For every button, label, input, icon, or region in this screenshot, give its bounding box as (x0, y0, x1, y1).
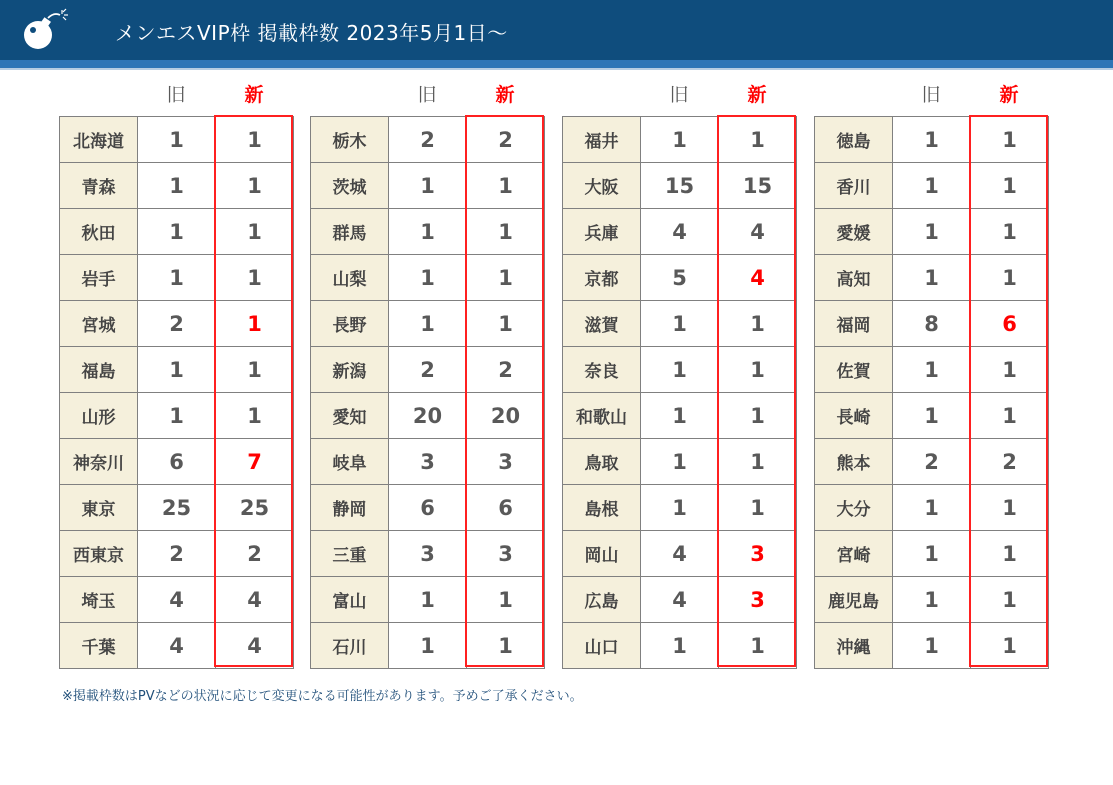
new-count: 20 (467, 393, 545, 439)
new-count: 1 (971, 577, 1049, 623)
new-count: 6 (971, 301, 1049, 347)
header-divider (0, 68, 1113, 70)
table-row (60, 163, 294, 209)
old-count: 2 (389, 117, 467, 163)
new-count: 2 (216, 531, 294, 577)
new-count: 1 (719, 623, 797, 669)
table-row (815, 163, 1049, 209)
table-row (815, 577, 1049, 623)
allocation-table (59, 116, 294, 669)
table-row (563, 347, 797, 393)
table-row (311, 531, 545, 577)
new-count: 3 (467, 531, 545, 577)
old-count: 5 (641, 255, 719, 301)
table-row (60, 347, 294, 393)
table-row (563, 439, 797, 485)
old-count: 1 (641, 393, 719, 439)
new-count: 1 (719, 393, 797, 439)
old-count: 1 (641, 439, 719, 485)
new-count: 4 (216, 577, 294, 623)
prefecture-name: 新潟 (311, 347, 389, 393)
new-count: 1 (971, 623, 1049, 669)
table-row (311, 439, 545, 485)
old-count: 1 (893, 531, 971, 577)
old-count: 4 (641, 577, 719, 623)
old-count: 1 (389, 255, 467, 301)
old-count: 1 (389, 623, 467, 669)
table-row (563, 163, 797, 209)
old-count: 1 (138, 163, 216, 209)
new-count: 1 (971, 163, 1049, 209)
new-count: 1 (719, 301, 797, 347)
prefecture-name: 岐阜 (311, 439, 389, 485)
header-accent-line (0, 60, 1113, 68)
new-count: 1 (971, 209, 1049, 255)
new-count: 1 (216, 301, 294, 347)
prefecture-name: 富山 (311, 577, 389, 623)
prefecture-name: 大分 (815, 485, 893, 531)
column-header-old: 旧 (669, 84, 689, 106)
new-count: 7 (216, 439, 294, 485)
prefecture-name: 山口 (563, 623, 641, 669)
table-row (60, 485, 294, 531)
table-row (311, 347, 545, 393)
table-row (563, 301, 797, 347)
table-row (563, 485, 797, 531)
page-title: メンエスVIP枠 掲載枠数 2023年5月1日～ (115, 21, 508, 45)
prefecture-name: 群馬 (311, 209, 389, 255)
prefecture-name: 愛媛 (815, 209, 893, 255)
old-count: 2 (893, 439, 971, 485)
prefecture-name: 秋田 (60, 209, 138, 255)
prefecture-name: 宮城 (60, 301, 138, 347)
old-count: 1 (389, 301, 467, 347)
prefecture-name: 島根 (563, 485, 641, 531)
new-count: 1 (216, 163, 294, 209)
old-count: 4 (641, 531, 719, 577)
table-row (311, 393, 545, 439)
old-count: 1 (389, 163, 467, 209)
old-count: 25 (138, 485, 216, 531)
prefecture-name: 神奈川 (60, 439, 138, 485)
new-count: 1 (719, 485, 797, 531)
table-row (60, 439, 294, 485)
new-count: 1 (719, 439, 797, 485)
new-count: 1 (467, 623, 545, 669)
old-count: 8 (893, 301, 971, 347)
column-header-old: 旧 (921, 84, 941, 106)
old-count: 1 (138, 393, 216, 439)
prefecture-name: 佐賀 (815, 347, 893, 393)
prefecture-name: 京都 (563, 255, 641, 301)
prefecture-name: 徳島 (815, 117, 893, 163)
old-count: 2 (138, 531, 216, 577)
table-row (815, 347, 1049, 393)
new-count: 1 (467, 255, 545, 301)
old-count: 1 (893, 209, 971, 255)
prefecture-name: 高知 (815, 255, 893, 301)
old-count: 1 (138, 255, 216, 301)
table-row (60, 623, 294, 669)
table-row (815, 393, 1049, 439)
prefecture-name: 滋賀 (563, 301, 641, 347)
old-count: 1 (389, 209, 467, 255)
allocation-table (310, 116, 545, 669)
new-count: 4 (216, 623, 294, 669)
prefecture-name: 熊本 (815, 439, 893, 485)
column-header-new: 新 (747, 84, 767, 106)
old-count: 6 (389, 485, 467, 531)
new-count: 1 (719, 347, 797, 393)
old-count: 1 (138, 117, 216, 163)
old-count: 1 (893, 577, 971, 623)
column-header-old: 旧 (417, 84, 437, 106)
old-count: 20 (389, 393, 467, 439)
prefecture-name: 広島 (563, 577, 641, 623)
new-count: 4 (719, 255, 797, 301)
table-row (60, 577, 294, 623)
prefecture-name: 岩手 (60, 255, 138, 301)
prefecture-name: 茨城 (311, 163, 389, 209)
prefecture-name: 沖縄 (815, 623, 893, 669)
old-count: 1 (641, 117, 719, 163)
table-row (815, 531, 1049, 577)
new-count: 4 (719, 209, 797, 255)
old-count: 1 (641, 623, 719, 669)
prefecture-name: 埼玉 (60, 577, 138, 623)
table-row (815, 255, 1049, 301)
new-count: 1 (971, 485, 1049, 531)
new-count: 3 (719, 531, 797, 577)
prefecture-name: 鹿児島 (815, 577, 893, 623)
allocation-table (562, 116, 797, 669)
old-count: 1 (893, 485, 971, 531)
prefecture-name: 北海道 (60, 117, 138, 163)
old-count: 1 (893, 163, 971, 209)
table-row (563, 117, 797, 163)
new-count: 1 (216, 209, 294, 255)
prefecture-name: 山形 (60, 393, 138, 439)
new-count: 1 (971, 117, 1049, 163)
new-count: 15 (719, 163, 797, 209)
prefecture-name: 栃木 (311, 117, 389, 163)
new-count: 1 (467, 301, 545, 347)
new-count: 1 (971, 255, 1049, 301)
prefecture-name: 兵庫 (563, 209, 641, 255)
table-row (563, 577, 797, 623)
table-row (815, 209, 1049, 255)
new-count: 2 (467, 117, 545, 163)
old-count: 1 (389, 577, 467, 623)
table-row (60, 255, 294, 301)
prefecture-name: 宮崎 (815, 531, 893, 577)
prefecture-name: 長野 (311, 301, 389, 347)
old-count: 1 (893, 117, 971, 163)
prefecture-name: 長崎 (815, 393, 893, 439)
prefecture-name: 静岡 (311, 485, 389, 531)
table-row (311, 255, 545, 301)
old-count: 3 (389, 439, 467, 485)
old-count: 1 (893, 623, 971, 669)
new-count: 1 (467, 209, 545, 255)
prefecture-name: 奈良 (563, 347, 641, 393)
new-count: 1 (971, 531, 1049, 577)
new-count: 1 (467, 577, 545, 623)
new-count: 1 (216, 393, 294, 439)
old-count: 1 (138, 347, 216, 393)
old-count: 1 (641, 485, 719, 531)
header-bar (0, 0, 1113, 60)
table-row (311, 163, 545, 209)
column-header-new: 新 (495, 84, 515, 106)
old-count: 3 (389, 531, 467, 577)
prefecture-name: 福岡 (815, 301, 893, 347)
table-row (311, 209, 545, 255)
prefecture-name: 香川 (815, 163, 893, 209)
new-count: 6 (467, 485, 545, 531)
table-row (60, 393, 294, 439)
prefecture-name: 福島 (60, 347, 138, 393)
new-count: 2 (467, 347, 545, 393)
prefecture-name: 鳥取 (563, 439, 641, 485)
old-count: 2 (389, 347, 467, 393)
prefecture-name: 東京 (60, 485, 138, 531)
bomb-icon (20, 8, 72, 52)
prefecture-name: 大阪 (563, 163, 641, 209)
table-row (563, 255, 797, 301)
table-row (563, 393, 797, 439)
table-row (563, 531, 797, 577)
column-header-old: 旧 (166, 84, 186, 106)
old-count: 15 (641, 163, 719, 209)
table-row (563, 623, 797, 669)
table-row (60, 117, 294, 163)
table-row (311, 623, 545, 669)
old-count: 1 (641, 347, 719, 393)
new-count: 25 (216, 485, 294, 531)
table-row (311, 577, 545, 623)
prefecture-name: 福井 (563, 117, 641, 163)
table-row (60, 209, 294, 255)
table-row (815, 117, 1049, 163)
table-row (311, 117, 545, 163)
table-row (815, 623, 1049, 669)
prefecture-name: 青森 (60, 163, 138, 209)
allocation-table (814, 116, 1049, 669)
old-count: 4 (138, 623, 216, 669)
prefecture-name: 岡山 (563, 531, 641, 577)
old-count: 1 (138, 209, 216, 255)
new-count: 3 (467, 439, 545, 485)
new-count: 2 (971, 439, 1049, 485)
table-row (815, 485, 1049, 531)
old-count: 6 (138, 439, 216, 485)
new-count: 1 (719, 117, 797, 163)
new-count: 1 (971, 347, 1049, 393)
new-count: 1 (467, 163, 545, 209)
table-row (60, 531, 294, 577)
new-count: 1 (971, 393, 1049, 439)
table-row (311, 301, 545, 347)
old-count: 1 (893, 347, 971, 393)
column-header-new: 新 (999, 84, 1019, 106)
prefecture-name: 和歌山 (563, 393, 641, 439)
table-row (311, 485, 545, 531)
prefecture-name: 愛知 (311, 393, 389, 439)
old-count: 4 (138, 577, 216, 623)
footnote: ※掲載枠数はPVなどの状況に応じて変更になる可能性があります。予めご了承ください。 (62, 689, 583, 704)
new-count: 3 (719, 577, 797, 623)
table-row (815, 439, 1049, 485)
old-count: 1 (893, 255, 971, 301)
table-row (60, 301, 294, 347)
new-count: 1 (216, 255, 294, 301)
table-row (563, 209, 797, 255)
new-count: 1 (216, 347, 294, 393)
prefecture-name: 千葉 (60, 623, 138, 669)
new-count: 1 (216, 117, 294, 163)
old-count: 2 (138, 301, 216, 347)
old-count: 1 (641, 301, 719, 347)
old-count: 1 (893, 393, 971, 439)
prefecture-name: 三重 (311, 531, 389, 577)
old-count: 4 (641, 209, 719, 255)
prefecture-name: 山梨 (311, 255, 389, 301)
table-row (815, 301, 1049, 347)
column-header-new: 新 (244, 84, 264, 106)
prefecture-name: 西東京 (60, 531, 138, 577)
prefecture-name: 石川 (311, 623, 389, 669)
